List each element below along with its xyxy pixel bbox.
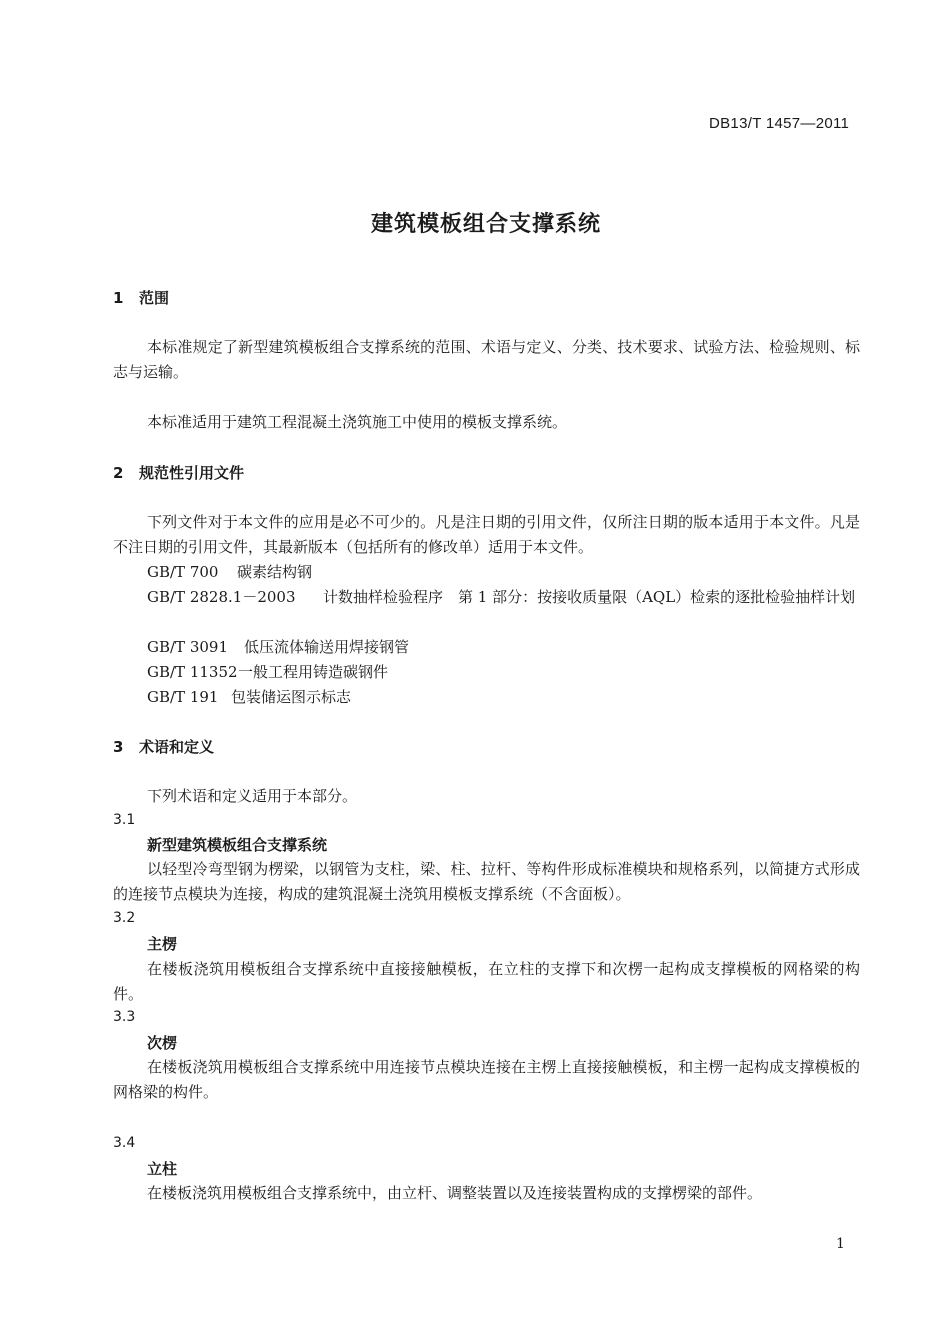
section-number: 1 bbox=[113, 289, 124, 307]
reference-title: 计数抽样检验程序 第 1 部分：按接收质量限（AQL）检索的逐批检验抽样计划 bbox=[323, 588, 856, 606]
paragraph: 本标准规定了新型建筑模板组合支撑系统的范围、术语与定义、分类、技术要求、试验方法、检验规则、标志与运输。 bbox=[113, 338, 860, 381]
section-title: 规范性引用文件 bbox=[139, 464, 245, 482]
reference-code: GB/T 700 bbox=[147, 563, 219, 581]
term-number: 3.1 bbox=[113, 812, 136, 828]
reference-code: GB/T 2828.1－2003 bbox=[147, 588, 296, 606]
section-1-heading bbox=[113, 287, 169, 308]
reference-item bbox=[147, 560, 312, 585]
reference-item bbox=[147, 660, 388, 685]
reference-item bbox=[113, 585, 860, 610]
term-number: 3.3 bbox=[113, 1009, 136, 1025]
term-name: 新型建筑模板组合支撑系统 bbox=[147, 836, 328, 854]
section-title: 术语和定义 bbox=[139, 738, 215, 756]
reference-title: 低压流体输送用焊接钢管 bbox=[244, 638, 410, 656]
section-title: 范围 bbox=[139, 289, 170, 307]
term-name: 立柱 bbox=[147, 1160, 178, 1178]
term-number: 3.4 bbox=[113, 1135, 136, 1151]
paragraph: 下列文件对于本文件的应用是必不可少的。凡是注日期的引用文件，仅所注日期的版本适用于本文件。凡是不注日期的引用文件，其最新版本（包括所有的修改单）适用于本文件。 bbox=[113, 513, 860, 556]
term-name: 主楞 bbox=[147, 935, 178, 953]
paragraph: 下列术语和定义适用于本部分。 bbox=[147, 787, 358, 805]
term-name: 次楞 bbox=[147, 1034, 178, 1052]
reference-code: GB/T 11352 bbox=[147, 663, 238, 681]
reference-title: 一般工程用铸造碳钢件 bbox=[238, 663, 389, 681]
standard-code: DB13/T 1457—2011 bbox=[709, 115, 850, 132]
section-3-heading bbox=[113, 736, 214, 757]
term-definition: 在楼板浇筑用模板组合支撑系统中，由立杆、调整装置以及连接装置构成的支撑楞梁的部件。 bbox=[147, 1184, 763, 1202]
reference-item bbox=[147, 685, 351, 710]
reference-code: GB/T 3091 bbox=[147, 638, 229, 656]
term-definition: 在楼板浇筑用模板组合支撑系统中直接接触模板，在立柱的支撑下和次楞一起构成支撑模板的网格梁的构件。 bbox=[113, 960, 860, 1003]
section-2-heading bbox=[113, 462, 244, 483]
term-number: 3.2 bbox=[113, 910, 136, 926]
section-number: 3 bbox=[113, 738, 124, 756]
paragraph: 本标准适用于建筑工程混凝土浇筑施工中使用的模板支撑系统。 bbox=[147, 413, 568, 431]
reference-title: 包装储运图示标志 bbox=[231, 688, 352, 706]
term-definition: 在楼板浇筑用模板组合支撑系统中用连接节点模块连接在主楞上直接接触模板，和主楞一起构成支撑模板的网格梁的构件。 bbox=[113, 1058, 860, 1101]
document-title: 建筑模板组合支撑系统 bbox=[370, 212, 601, 237]
page-number: 1 bbox=[836, 1236, 845, 1252]
reference-title: 碳素结构钢 bbox=[237, 563, 313, 581]
term-definition: 以轻型冷弯型钢为楞梁，以钢管为支柱，梁、柱、拉杆、等构件形成标准模块和规格系列，以简捷方式形成的连接节点模块为连接，构成的建筑混凝土浇筑用模板支撑系统（不含面板）。 bbox=[113, 860, 860, 903]
section-number: 2 bbox=[113, 464, 124, 482]
reference-item bbox=[147, 635, 409, 660]
reference-code: GB/T 191 bbox=[147, 688, 219, 706]
